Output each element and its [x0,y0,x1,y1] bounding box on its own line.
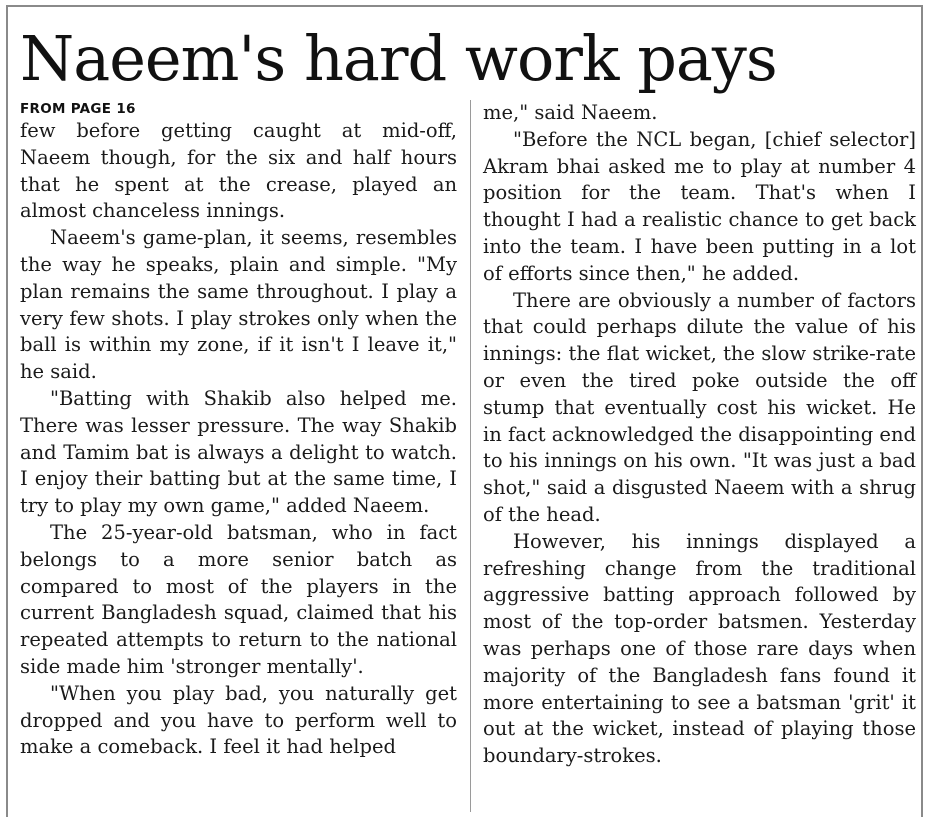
paragraph: However, his innings displayed a refreshing change from the traditional aggressive batting approach followed by most of the top-order batsmen. Yesterday was perhaps one of those rare days when majority of the Bangladesh fans found it more entertaining to see a batsman 'grit' it out at the wicket, instead of playing those boundary-strokes. [483,529,916,768]
paragraph: Naeem's game-plan, it seems, resembles the way he speaks, plain and simple. "My plan remains the same throughout. I play a very few shots. I play strokes only when the ball is within my zone, if it isn't I leave it," he said. [20,226,457,384]
column-divider [470,100,471,812]
article-headline: Naeem's hard work pays [20,22,777,95]
paragraph: "Batting with Shakib also helped me. There was lesser pressure. The way Shakib and Tamim bat is always a delight to watch. I enjoy their batting but at the same time, I try to play my own game," added Naeem. [20,386,457,518]
paragraph: There are obviously a number of factors that could perhaps dilute the value of his innings: the flat wicket, the slow strike-rate or even the tired poke outside the off stump that eventually cost his wicket. He in fact acknowledged the disappointing end to his innings on his own. "It was just a bad shot," said a disgusted Naeem with a shrug of the head. [483,288,916,526]
article-column-left [20,100,457,761]
continuation-kicker: FROM PAGE 16 [20,101,136,117]
paragraph: "Before the NCL began, [chief selector] Akram bhai asked me to play at number 4 position for the team. That's when I thought I had a realistic chance to get back into the team. I have been putting in a lot of efforts since then," he added. [483,127,916,285]
paragraph: me," said Naeem. [483,101,658,124]
paragraph: The 25-year-old batsman, who in fact belongs to a more senior batch as compared to most of the players in the current Bangladesh squad, claimed that his repeated attempts to return to the national side made him 'stronger mentally'. [20,520,457,678]
paragraph: few before getting caught at mid-off, Naeem though, for the six and half hours that he spent at the crease, played an almost chanceless innings. [20,119,457,223]
paragraph: "When you play bad, you naturally get dropped and you have to perform well to make a comeback. I feel it had helped [20,681,457,759]
article-column-right [483,100,916,770]
